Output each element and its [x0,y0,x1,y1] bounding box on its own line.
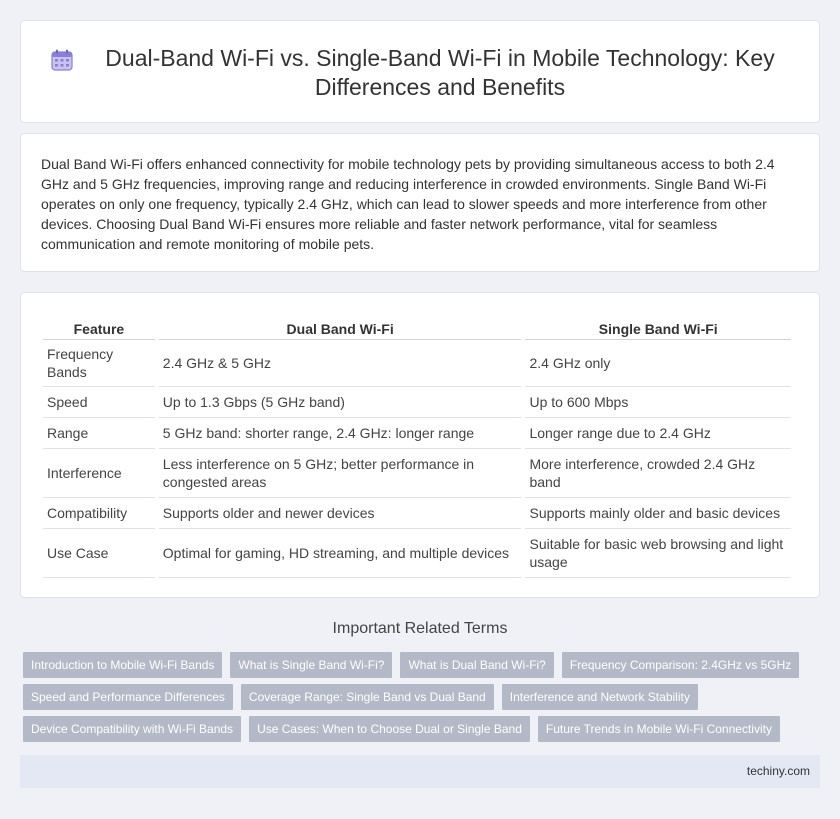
related-term-tag[interactable]: Interference and Network Stability [502,684,698,710]
cell-single: Supports mainly older and basic devices [525,498,791,529]
cell-single: Suitable for basic web browsing and light usage [525,529,791,578]
cell-single: More interference, crowded 2.4 GHz band [525,449,791,498]
cell-single: 2.4 GHz only [525,340,791,387]
related-term-tag[interactable]: Future Trends in Mobile Wi-Fi Connectivity [538,716,780,742]
intro-card [20,133,820,272]
footer [20,755,820,788]
table-row [43,340,791,387]
table-row [43,449,791,498]
header-dual-band: Dual Band Wi-Fi [159,312,522,340]
table-row [43,529,791,578]
header-single-band: Single Band Wi-Fi [525,312,791,340]
related-term-tag[interactable]: Speed and Performance Differences [23,684,233,710]
cell-feature: Compatibility [43,498,155,529]
intro-paragraph: Dual Band Wi-Fi offers enhanced connectivity for mobile technology pets by providing simultaneous access to both 2.4 GHz and 5 GHz frequencies, improving range and reducing interference in crowded environments. Single Band Wi-Fi operates on only one frequency, typically 2.4 GHz, which can lead to slower speeds and more interference from other devices. Choosing Dual Band Wi-Fi ensures more reliable and faster network performance, vital for seamless communication and remote monitoring of mobile pets. [41,156,775,252]
calendar-icon [51,49,73,71]
related-term-tag[interactable]: Frequency Comparison: 2.4GHz vs 5GHz [562,652,799,678]
cell-dual: 5 GHz band: shorter range, 2.4 GHz: longer range [159,418,522,449]
page-title: Dual-Band Wi-Fi vs. Single-Band Wi-Fi in Mobile Technology: Key Differences and Benefits [105,45,775,100]
cell-dual: Up to 1.3 Gbps (5 GHz band) [159,387,522,418]
related-term-tag[interactable]: Use Cases: When to Choose Dual or Single Band [249,716,530,742]
cell-feature: Use Case [43,529,155,578]
table-row [43,387,791,418]
cell-dual: Supports older and newer devices [159,498,522,529]
cell-feature: Range [43,418,155,449]
related-term-tag[interactable]: What is Single Band Wi-Fi? [230,652,392,678]
cell-dual: Optimal for gaming, HD streaming, and multiple devices [159,529,522,578]
related-term-tag[interactable]: Introduction to Mobile Wi-Fi Bands [23,652,222,678]
related-term-tag[interactable]: Device Compatibility with Wi-Fi Bands [23,716,241,742]
related-term-tag[interactable]: Coverage Range: Single Band vs Dual Band [241,684,494,710]
header-feature: Feature [43,312,155,340]
cell-single: Up to 600 Mbps [525,387,791,418]
cell-single: Longer range due to 2.4 GHz [525,418,791,449]
related-terms-list [23,652,823,748]
comparison-table [39,312,795,578]
title-card [20,20,820,123]
table-header-row [43,312,791,340]
related-terms-title: Important Related Terms [332,620,508,637]
cell-feature: Speed [43,387,155,418]
table-row [43,498,791,529]
related-term-tag[interactable]: What is Dual Band Wi-Fi? [400,652,553,678]
comparison-card [20,292,820,598]
footer-site-link[interactable]: techiny.com [746,764,810,778]
cell-dual: Less interference on 5 GHz; better performance in congested areas [159,449,522,498]
cell-dual: 2.4 GHz & 5 GHz [159,340,522,387]
table-row [43,418,791,449]
cell-feature: Interference [43,449,155,498]
cell-feature: Frequency Bands [43,340,155,387]
